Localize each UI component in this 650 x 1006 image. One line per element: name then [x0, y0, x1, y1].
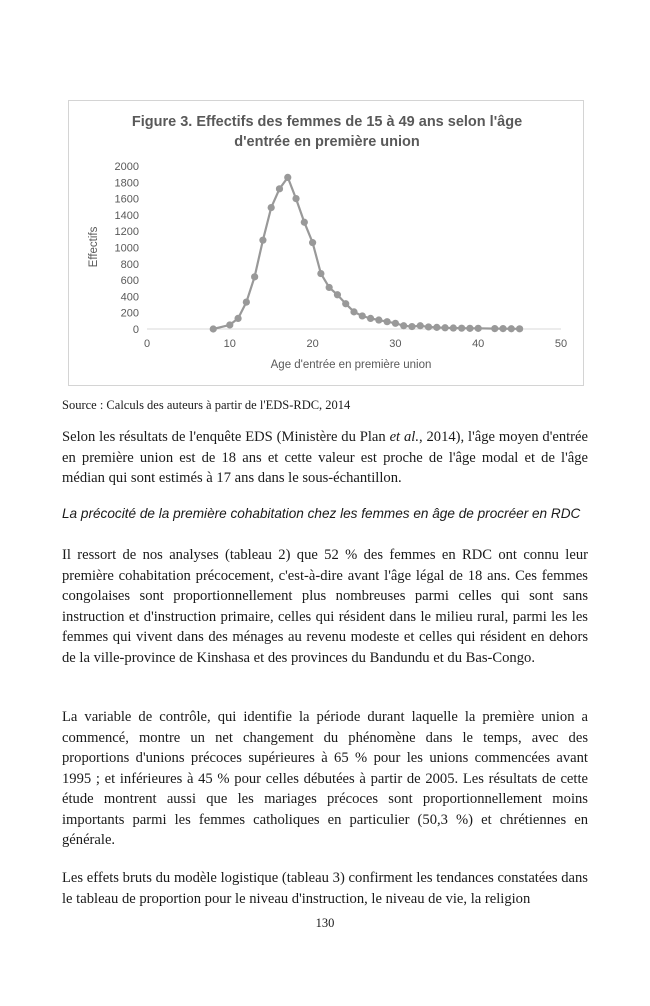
- data-point: [441, 324, 448, 331]
- data-point: [210, 325, 217, 332]
- y-axis-ticks: [115, 161, 139, 336]
- data-point: [475, 325, 482, 332]
- data-point: [458, 325, 465, 332]
- data-point: [508, 325, 515, 332]
- data-point: [392, 320, 399, 327]
- data-point: [292, 195, 299, 202]
- data-point: [234, 315, 241, 322]
- data-point: [408, 323, 415, 330]
- y-tick-label: 200: [120, 307, 139, 320]
- x-tick-label: 0: [143, 338, 151, 350]
- data-point: [259, 237, 266, 244]
- data-point: [367, 315, 374, 322]
- data-point: [268, 204, 275, 211]
- y-tick-label: 1600: [114, 193, 139, 206]
- y-tick-label: 1200: [114, 226, 139, 239]
- x-tick-label: 30: [389, 338, 402, 350]
- y-tick-label: 2000: [114, 161, 139, 173]
- x-tick-label: 50: [554, 338, 568, 350]
- data-point: [350, 308, 357, 315]
- data-point: [326, 284, 333, 291]
- paragraph-3: La variable de contrôle, qui identifie la période durant laquelle la première union a commencé, montre un net changement du phénomène dans le temps, avec des proportions d'unions précoces supérieures à 65 % pour les unions commencées avant 1995 ; et inférieures à 45 % pour celles débutées à partir de 2005. Les résultats de cette étude montrent aussi que les mariages précoces sont proportionnellement moins importants parmi les femmes catholiques en particulier (50,3 %) et chrétiennes en générale.: [62, 709, 588, 848]
- data-point: [375, 316, 382, 323]
- data-point: [276, 185, 283, 192]
- section-heading: La précocité de la première cohabitation chez les femmes en âge de procréer en RDC: [62, 506, 581, 521]
- paragraph-1-end: , 2014), l'âge moyen d'entrée en première union est de 18 ans et cette valeur est proche de l'âge modal et de l'âge médian qui sont estimés à 17 ans dans le sous-échantillon.: [62, 429, 588, 486]
- data-point: [384, 318, 391, 325]
- data-point: [466, 325, 473, 332]
- x-axis-label: Age d'entrée en première union: [270, 359, 432, 371]
- y-tick-label: 0: [132, 324, 139, 336]
- x-tick-label: 20: [306, 338, 319, 350]
- paragraph-1-start: Selon les résultats de l'enquête EDS (Ministère du Plan: [62, 429, 390, 445]
- data-point: [450, 324, 457, 331]
- data-point: [400, 322, 407, 329]
- data-point: [425, 323, 432, 330]
- data-point: [342, 300, 349, 307]
- data-point: [491, 325, 498, 332]
- paragraph-1: [62, 427, 588, 489]
- data-point: [251, 273, 258, 280]
- data-point: [226, 321, 233, 328]
- y-tick-label: 400: [120, 291, 139, 304]
- data-point: [309, 239, 316, 246]
- x-axis-ticks: [144, 338, 567, 350]
- data-point: [499, 325, 506, 332]
- data-point: [334, 291, 341, 298]
- data-point: [433, 324, 440, 331]
- data-point: [516, 325, 523, 332]
- y-tick-label: 600: [120, 275, 139, 288]
- line-chart: [69, 101, 585, 387]
- data-point: [284, 174, 291, 181]
- series-line: [213, 177, 519, 329]
- data-point: [359, 312, 366, 319]
- paragraph-2: Il ressort de nos analyses (tableau 2) que 52 % des femmes en RDC ont connu leur première cohabitation précocement, c'est-à-dire avant l'âge légal de 18 ans. Ces femmes congolaises sont proportionnellement plus nombreuses parmi celles qui sont sans instruction et d'instruction primaire, celles qui résident dans le milieu rural, parmi les les femmes qui vivent dans des ménages au revenu modeste et celles qui résident en dehors de la ville-province de Kinshasa et des provinces du Bandundu et du Bas-Congo.: [62, 547, 588, 666]
- y-tick-label: 1000: [114, 242, 139, 255]
- y-tick-label: 1800: [114, 177, 139, 190]
- data-point: [243, 299, 250, 306]
- figure-source: Source : Calculs des auteurs à partir de l'EDS-RDC, 2014: [62, 398, 351, 412]
- paragraph-4: Les effets bruts du modèle logistique (tableau 3) confirment les tendances constatées dans le tableau de proportion pour le niveau d'instruction, le niveau de vie, la religion: [62, 870, 588, 907]
- y-axis-label: Effectifs: [88, 226, 100, 268]
- chart-title-line-2: d'entrée en première union: [234, 134, 420, 150]
- data-point: [417, 322, 424, 329]
- chart-title-line-1: Figure 3. Effectifs des femmes de 15 à 49 ans selon l'âge: [131, 114, 523, 130]
- data-point: [317, 270, 324, 277]
- figure-3-box: [68, 100, 584, 386]
- page-number: 130: [315, 916, 335, 930]
- series-points: [210, 174, 524, 333]
- y-tick-label: 1400: [114, 209, 139, 222]
- data-point: [301, 219, 308, 226]
- x-tick-label: 10: [223, 338, 236, 350]
- y-tick-label: 800: [120, 258, 139, 271]
- x-tick-label: 40: [472, 338, 485, 350]
- et-al-citation: et al.: [389, 429, 419, 445]
